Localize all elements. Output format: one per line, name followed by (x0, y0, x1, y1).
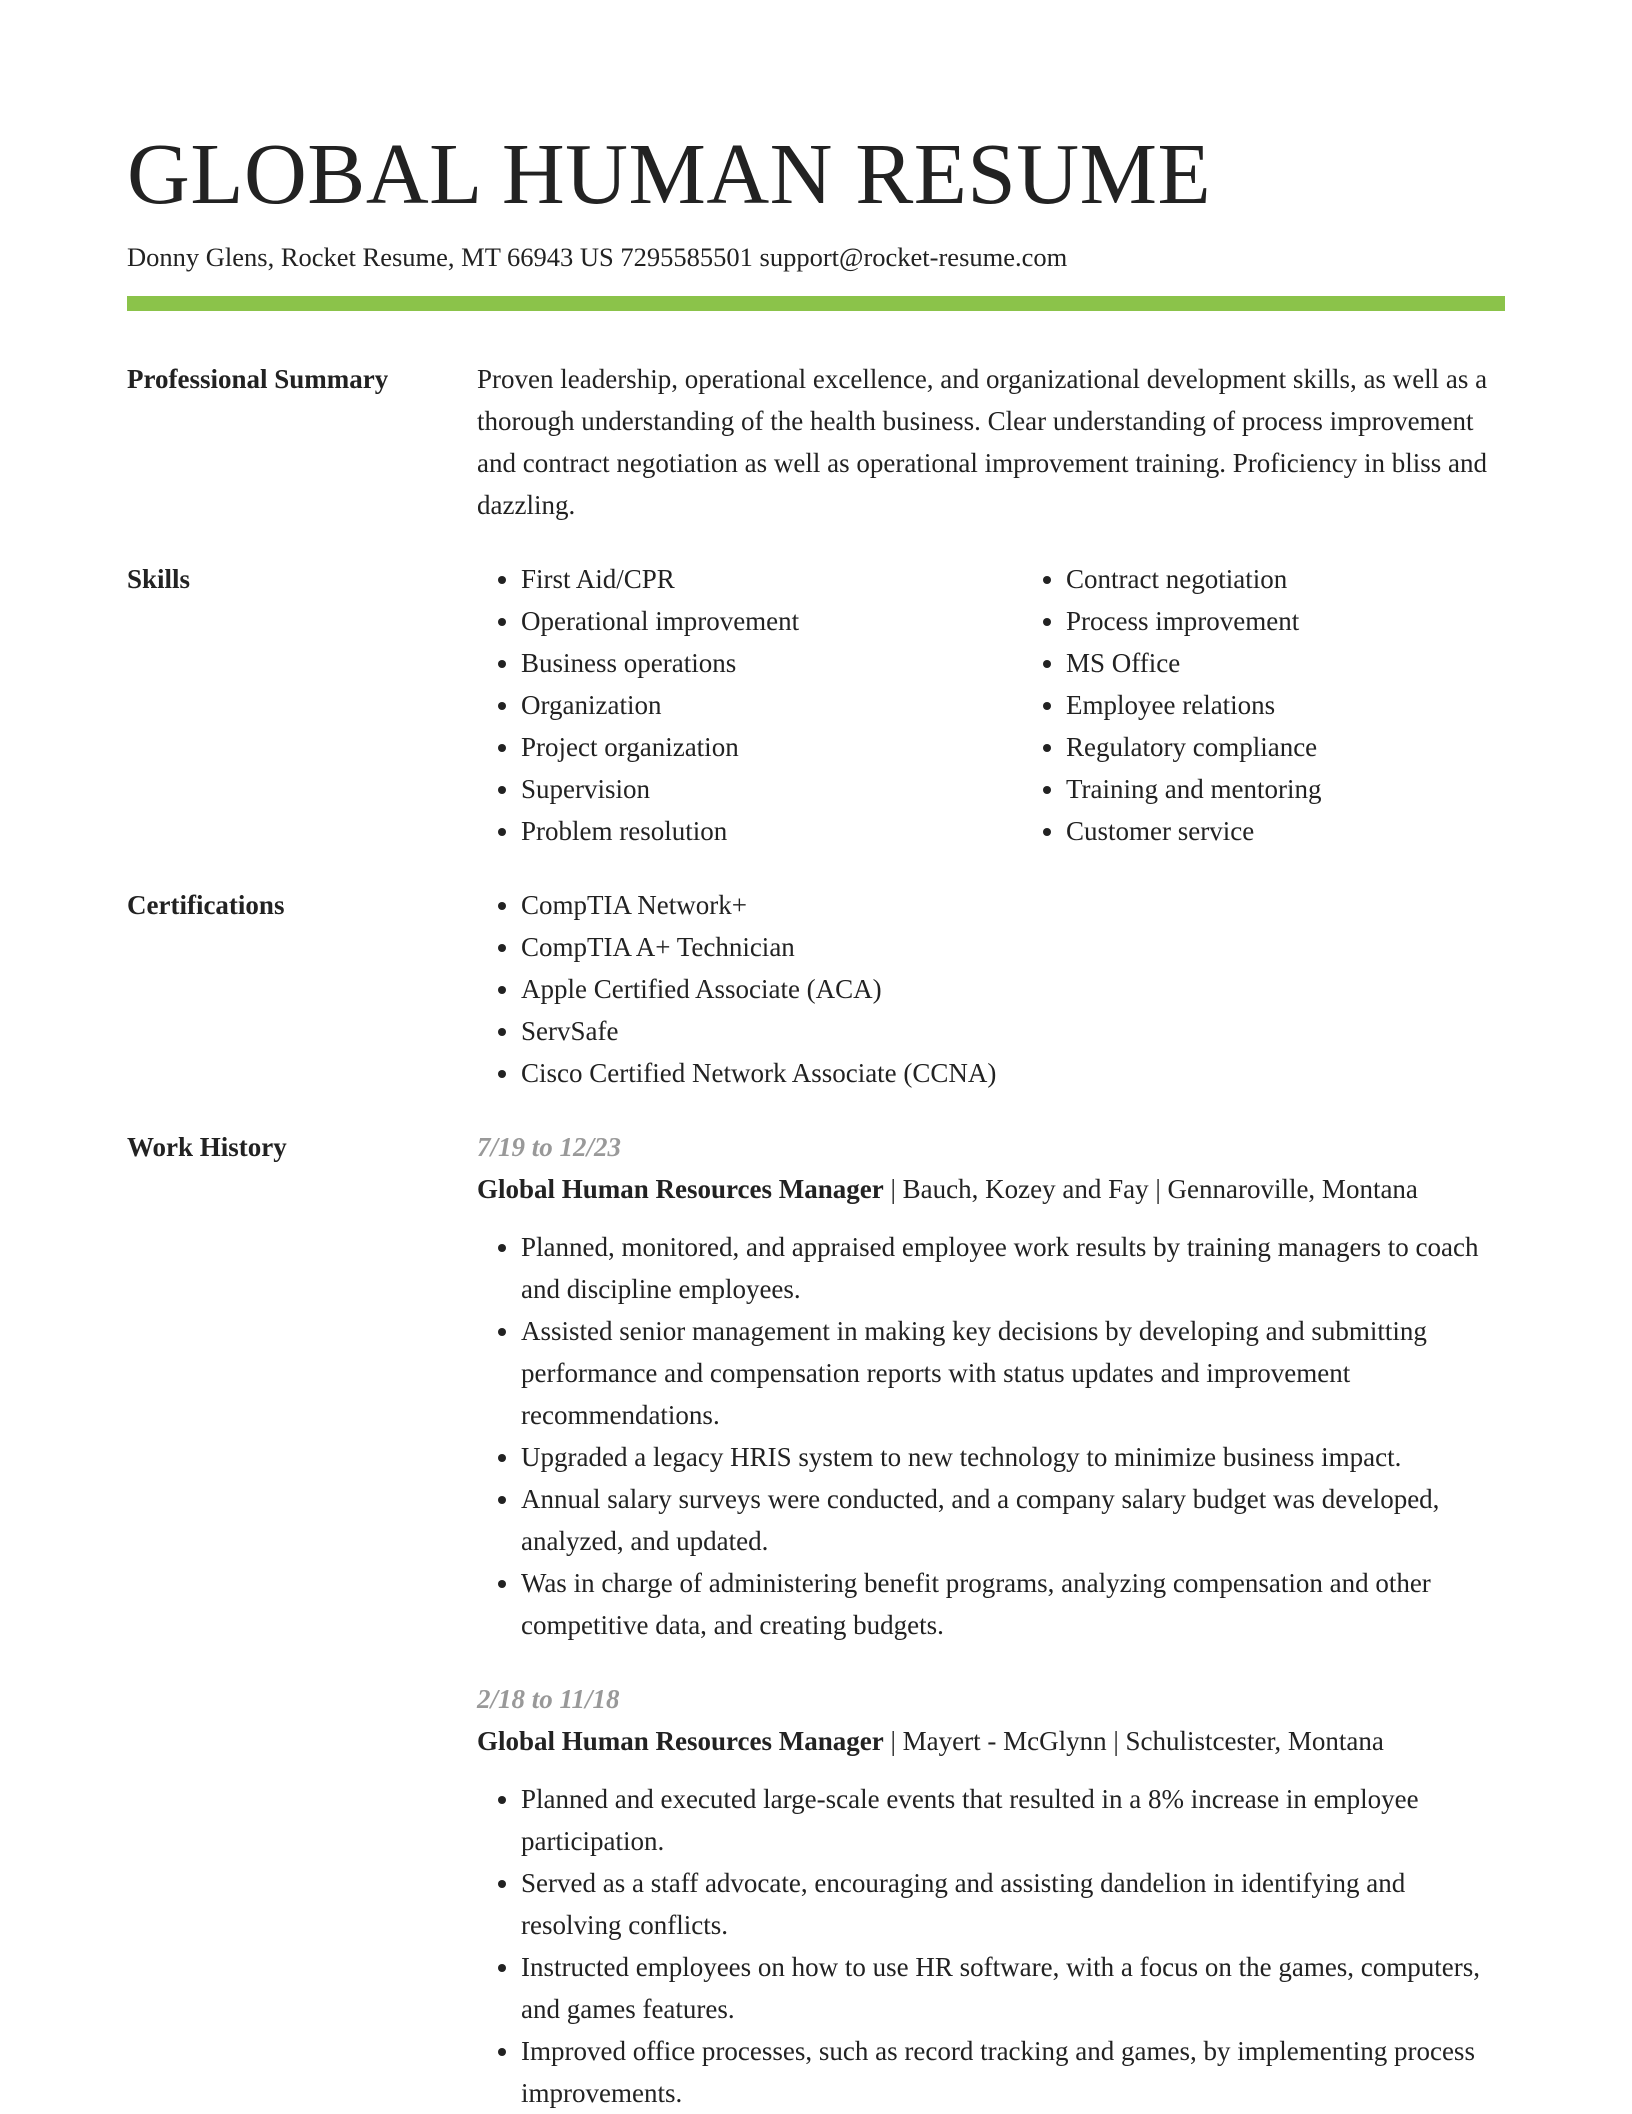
work-history-heading: Work History (127, 1131, 287, 1162)
skill-item: • Contract negotiation (1066, 558, 1567, 600)
summary-text: Proven leadership, operational excellence, and organizational development skills, as well as a thorough understanding of the health business. Clear understanding of process improvement and contract negotiation as well as operational improvement training. Proficiency in bliss and dazzling. (477, 363, 1488, 520)
certification-item: • ServSafe (521, 1010, 1505, 1052)
skill-item: • Customer service (1066, 810, 1567, 852)
certifications-heading: Certifications (127, 889, 285, 920)
summary-heading: Professional Summary (127, 363, 389, 394)
skill-item: • Process improvement (1066, 600, 1567, 642)
skill-item: • Problem resolution (521, 810, 1022, 852)
job-entry (477, 1126, 1505, 1646)
skill-item: • Operational improvement (521, 600, 1022, 642)
skill-item: • First Aid/CPR (521, 558, 1022, 600)
job-bullet: • Was in charge of administering benefit programs, analyzing compensation and other competitive data, and creating budgets. (521, 1562, 1505, 1646)
job-bullets (477, 1778, 1505, 2114)
skill-item: • Regulatory compliance (1066, 726, 1567, 768)
skill-item: • Business operations (521, 642, 1022, 684)
job-bullet: • Planned, monitored, and appraised employee work results by training managers to coach and discipline employees. (521, 1226, 1505, 1310)
job-bullet: • Improved office processes, such as record tracking and games, by implementing process improvements. (521, 2030, 1505, 2114)
job-heading (477, 1168, 1505, 1210)
job-bullets (477, 1226, 1505, 1646)
resume-title: GLOBAL HUMAN RESUME (127, 125, 1212, 222)
certification-item: • Apple Certified Associate (ACA) (521, 968, 1505, 1010)
skill-item: • Organization (521, 684, 1022, 726)
job-title: Global Human Resources Manager (477, 1173, 884, 1204)
job-details: | Mayert - McGlynn | Schulistcester, Montana (883, 1725, 1384, 1756)
skills-heading: Skills (127, 563, 191, 594)
job-title: Global Human Resources Manager (477, 1725, 884, 1756)
certification-item: • CompTIA A+ Technician (521, 926, 1505, 968)
skill-item: • MS Office (1066, 642, 1567, 684)
job-bullet: • Served as a staff advocate, encouraging and assisting dandelion in identifying and resolving conflicts. (521, 1862, 1505, 1946)
job-dates: 2/18 to 11/18 (477, 1683, 620, 1714)
contact-line: Donny Glens, Rocket Resume, MT 66943 US 7295585501 support@rocket-resume.com (127, 242, 1068, 272)
skills-section (127, 558, 1505, 852)
summary-section (127, 358, 1505, 526)
job-details: | Bauch, Kozey and Fay | Gennaroville, Montana (883, 1173, 1418, 1204)
job-bullet: • Upgraded a legacy HRIS system to new technology to minimize business impact. (521, 1436, 1505, 1478)
skills-list-left (477, 558, 1022, 852)
work-history-section (127, 1126, 1505, 2114)
job-entry (477, 1678, 1505, 2114)
skill-item: • Project organization (521, 726, 1022, 768)
job-heading (477, 1720, 1505, 1762)
job-bullet: • Assisted senior management in making key decisions by developing and submitting performance and compensation reports with status updates and improvement recommendations. (521, 1310, 1505, 1436)
skills-list-right (1022, 558, 1567, 852)
certification-item: • Cisco Certified Network Associate (CCNA) (521, 1052, 1505, 1094)
job-dates: 7/19 to 12/23 (477, 1131, 622, 1162)
job-bullet: • Instructed employees on how to use HR software, with a focus on the games, computers, and games features. (521, 1946, 1505, 2030)
skill-item: • Training and mentoring (1066, 768, 1567, 810)
certifications-section (127, 884, 1505, 1094)
certification-item: • CompTIA Network+ (521, 884, 1505, 926)
skill-item: • Supervision (521, 768, 1022, 810)
accent-rule (127, 296, 1505, 311)
job-bullet: • Planned and executed large-scale events that resulted in a 8% increase in employee participation. (521, 1778, 1505, 1862)
job-bullet: • Annual salary surveys were conducted, and a company salary budget was developed, analyzed, and updated. (521, 1478, 1505, 1562)
skill-item: • Employee relations (1066, 684, 1567, 726)
certifications-list (477, 884, 1505, 1094)
